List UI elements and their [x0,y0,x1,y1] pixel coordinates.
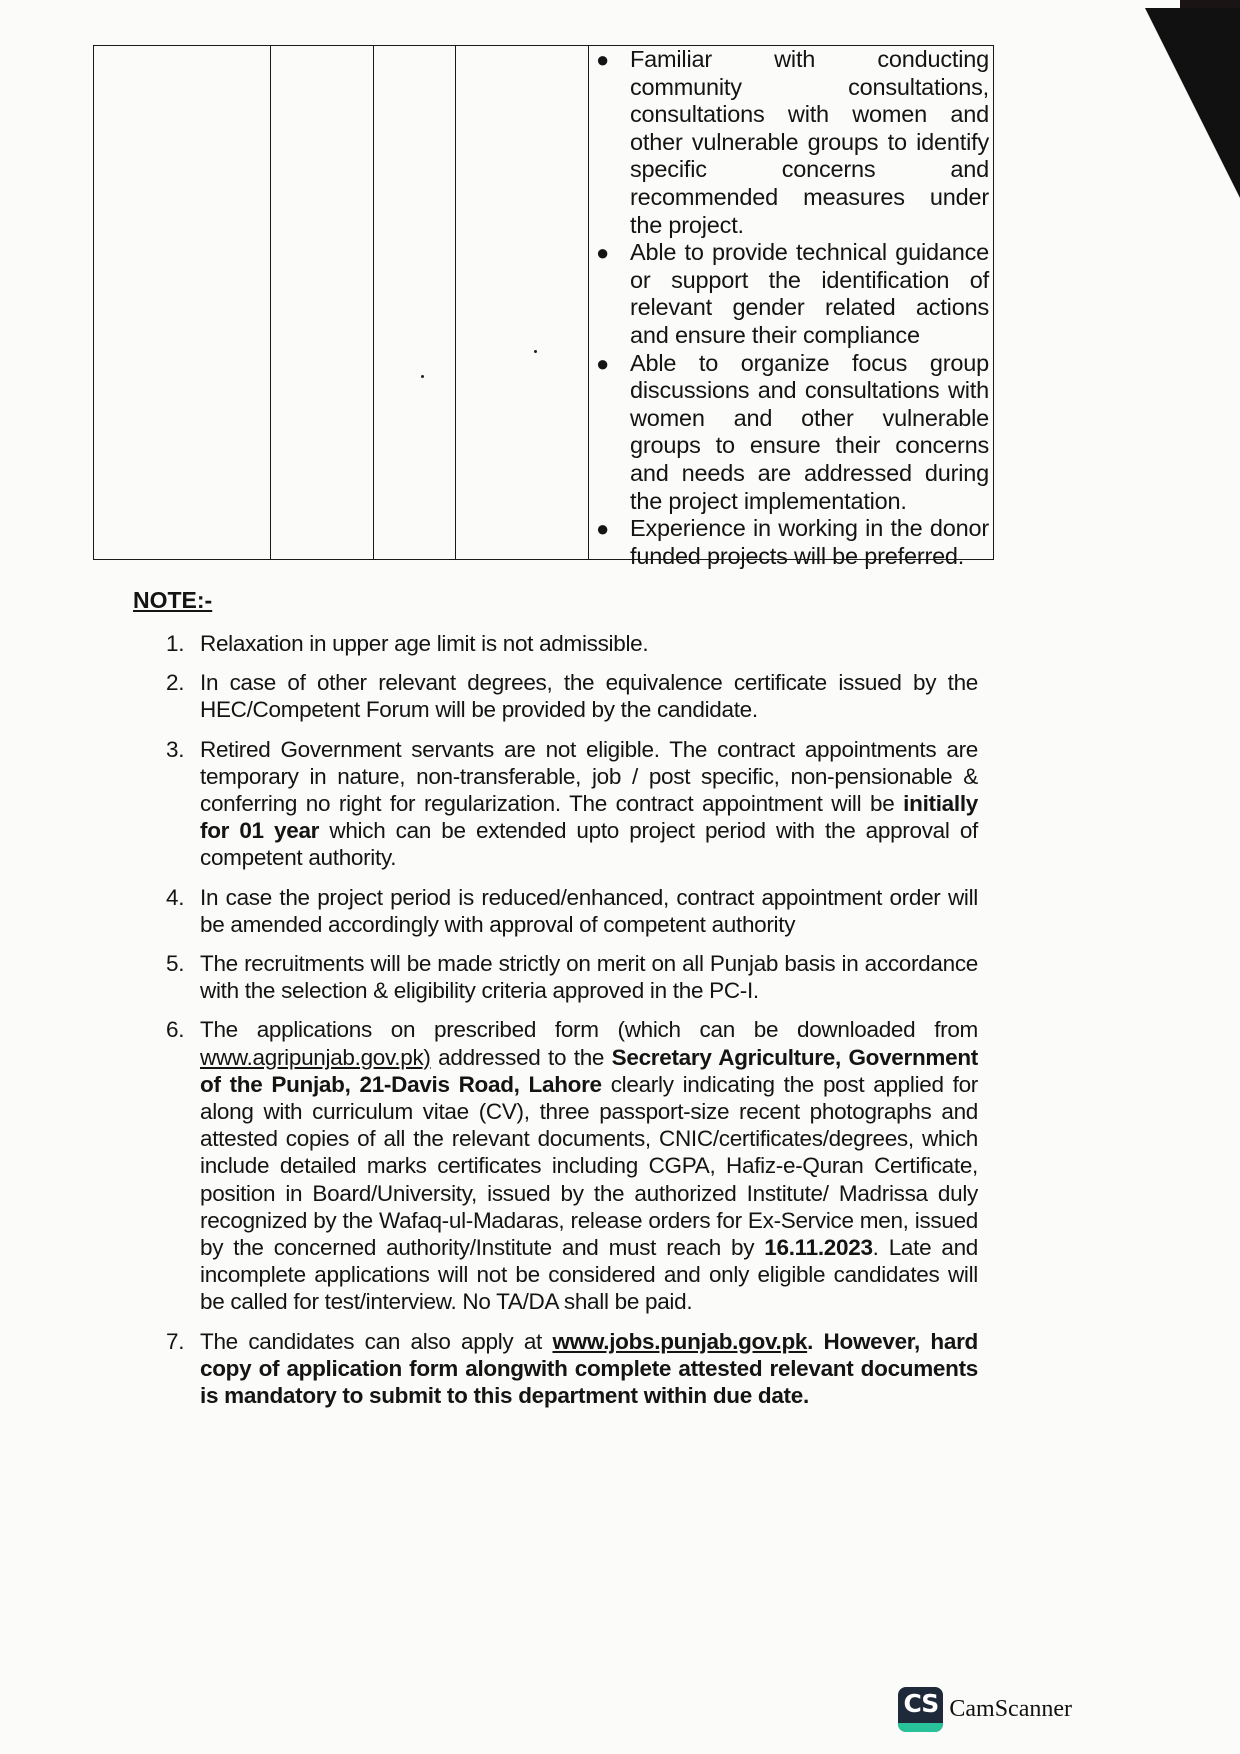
table-column-divider [455,46,456,559]
bullet-icon: ● [596,516,610,542]
note-number: 1. [166,631,185,656]
scan-speck [421,375,424,378]
requirement-item: ● Able to organize focus group discussions and consultations with women and other vulnerable groups to ensure their concerns and needs are addressed during the project implementation. [596,349,989,514]
agripunjab-link[interactable]: www.agripunjab.gov.pk) [200,1044,431,1070]
note-item-2: 2. In case of other relevant degrees, the equivalence certificate issued by the HEC/Competent Forum will be provided by the candidate. [166,670,978,723]
note-number: 6. [166,1017,185,1043]
note-item-6: 6. The applications on prescribed form (which can be downloaded from www.agripunjab.gov.pk) addressed to the Secretary Agriculture, Government of the Punjab, 21-Davis Road, Lahore clearly indicating the post applied for along with curriculum vitae (CV), three passport-size recent photographs and attested copies of all the relevant documents, CNIC/certificates/degrees, which include detailed marks certificates including CGPA, Hafiz-e-Quran Certificate, position in Board/University, issued by the authorized Institute/ Madrissa duly recognized by the Wafaq-ul-Madaras, release orders for Ex-Service men, issued by the concerned authority/Institute and must reach by 16.11.2023. Late and incomplete applications will not be considered and only eligible candidates will be called for test/interview. No TA/DA shall be paid. [166,1017,979,1315]
requirement-item: ● Able to provide technical guidance or support the identification of relevant gender related actions and ensure their compliance [596,239,989,348]
address: Secretary Agriculture, Government of the Punjab, 21-Davis Road, Lahore [200,1044,978,1097]
scan-corner-shadow [1180,0,1240,8]
bullet-icon: ● [596,240,610,266]
camscanner-logo-icon: CS [898,1687,943,1732]
camscanner-name: CamScanner [949,1696,1072,1722]
table-column-divider [270,46,271,559]
note-number: 2. [166,670,185,696]
note-number: 3. [166,736,185,762]
requirements-cell [590,46,989,569]
requirements-list [590,46,989,570]
bullet-icon: ● [596,47,610,72]
note-item-7: 7. The candidates can also apply at www.jobs.punjab.gov.pk. However, hard copy of application form alongwith complete attested relevant documents is mandatory to submit to this department within due date. [166,1328,978,1409]
note-item-3: 3. Retired Government servants are not eligible. The contract appointments are temporary in nature, non-transferable, job / post specific, non-pensionable & conferring no right for regularization. The contract appointment will be initially for 01 year which can be extended upto project period with the approval of competent authority. [166,736,978,871]
note-number: 4. [166,884,185,910]
bullet-icon: ● [596,350,610,376]
note-item-5: 5. The recruitments will be made strictly on merit on all Punjab basis in accordance with the selection & eligibility criteria approved in the PC-I. [166,951,978,1004]
table-column-divider [373,46,374,559]
camscanner-watermark [898,1687,1072,1732]
note-number: 5. [166,951,185,977]
requirement-item: ● Familiar with conducting community consultations, consultations with women and other vulnerable groups to identify specific concerns and recommended measures under the project. [596,46,989,238]
note-heading: NOTE:- [133,587,213,613]
requirements-table [93,45,994,569]
jobs-punjab-link[interactable]: www.jobs.punjab.gov.pk [552,1328,808,1354]
contract-duration: initially for 01 year [200,791,978,844]
note-item-4: 4. In case the project period is reduced/enhanced, contract appointment order will be amended accordingly with approval of competent authority [166,884,978,937]
notes-list [160,630,978,1421]
deadline-date: 16.11.2023 [764,1235,873,1261]
note-number: 7. [166,1328,185,1354]
requirement-item: ● Experience in working in the donor funded projects will be preferred. [596,515,989,569]
scan-corner-fold [1145,8,1240,198]
table-column-divider [588,46,589,559]
scan-speck [534,350,537,353]
note-item-1: 1. Relaxation in upper age limit is not admissible. [166,631,649,656]
